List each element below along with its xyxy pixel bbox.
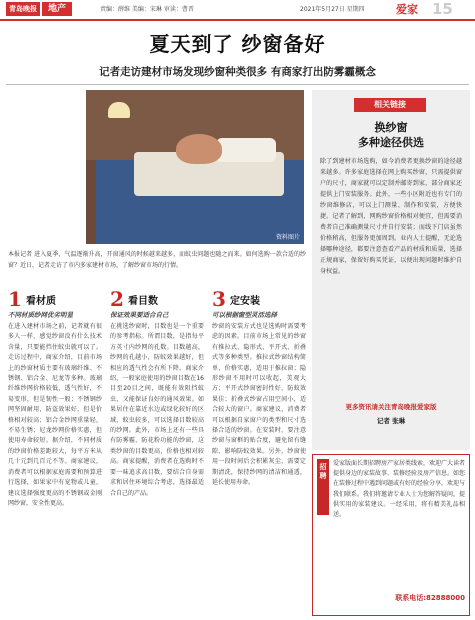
- photo-lamp: [108, 102, 130, 118]
- headline-divider: [6, 84, 469, 85]
- recruitment-text: 爱家版面长期招聘房产家居类线索，欢迎广大读者提供身边的家装故事、装修经验及房产信息。如您在装修过程中遇到问题或有好的经验分享，欢迎与我们联系。我们将邀请专业人士为您解答疑问，提供实用的家装建议。一经采用，将有精美礼品相送。: [333, 460, 465, 519]
- subheadline: 记者走访建材市场发现纱窗种类很多 有商家打出防雾霾概念: [99, 66, 376, 78]
- section-label: 地产: [42, 2, 72, 16]
- section-subtitle: 可以根据窗型灵活选择: [212, 311, 277, 319]
- issue-date: 2021年5月27日 星期四: [300, 6, 365, 13]
- recruitment-box: [312, 454, 470, 616]
- photo-pillow: [216, 138, 276, 162]
- sidebar-body: 除了到建材市场选购，如今消费者更换纱窗的途径越来越多。许多家庭选择在网上购买纱窗，只需提供窗户的尺寸，商家就可以定制并邮寄到家，部分商家还提供上门安装服务。此外，一些小区附近也有专门的纱窗维修店，可以上门测量、制作和安装，方便快捷。记者了解到，网购纱窗价格相对便宜，但需要消费者自己准确测量尺寸并自行安装；而线下门店虽然价格稍高，但服务更加周到。业内人士提醒，无论选择哪种途径，都要注意查看产品的材质和质量，选择正规商家，保留好购买凭证，以便出现问题时维护自身权益。: [320, 158, 462, 275]
- sidebar-link[interactable]: 更多资讯请关注青岛晚报爱家版: [345, 403, 437, 411]
- page-number: 15: [432, 0, 453, 18]
- photo-caption: 资料图片: [275, 234, 300, 241]
- section-body: 在挑选纱窗时，目数也是一个重要的参考指标。所谓目数，是指每平方英寸内纱网的孔数。目数越高，纱网的孔越小，防蚊效果越好，但相应的透气性会有所下降。商家介绍，一般家庭使用的纱窗目数在16目至20目之间，既能有效阻挡蚊虫，又能保证良好的通风效果。如果居住在靠近水边或绿化较好的区域，蚊虫较多，可以选择目数较高的纱网。此外，市场上还有一些具有防雾霾、防花粉功能的纱窗，这类纱窗的目数更高，价格也相对较高。商家提醒，消费者在选购时不要一味追求高目数，要结合自身需求和居住环境综合考虑，选择最适合自己的产品。: [110, 323, 204, 497]
- section-title: 定安装: [230, 296, 260, 307]
- article-intro: 本报记者 进入夏季，气温逐渐升高，开窗通风的时候越来越多，而蚊虫问题也随之而来。如何选购一款合适的纱窗？近日，记者走访了市内多家建材市场，了解纱窗市场的行情。: [8, 251, 306, 269]
- contact-phone[interactable]: 联系电话:82888000: [395, 594, 465, 602]
- sidebar-title: [312, 120, 470, 150]
- photo-person: [176, 134, 222, 164]
- editor-credits: 责编：薛维 美编：宋琳 审读：曹晋: [100, 6, 194, 13]
- section-body: 纱窗的安装方式也是选购时需要考虑的因素。目前市场上常见的纱窗有推拉式、隐形式、平开式、折叠式等多种类型。推拉式纱窗结构简单，价格实惠，适用于推拉窗；隐形纱窗不用时可以收起，美观大方；平开式纱窗密封性好，防蚊效果佳；折叠式纱窗占用空间小，适合较大的窗户。商家建议，消费者可以根据自家窗户的类型和尺寸选择合适的纱窗。在安装时，要注意纱窗与窗框的贴合度，避免留有缝隙，影响防蚊效果。另外，纱窗使用一段时间后会积累灰尘，需要定期清洗，保持纱网的清洁和通透，延长使用寿命。: [212, 323, 306, 487]
- masthead: [0, 0, 475, 20]
- newspaper-logo: 青岛晚报: [6, 2, 40, 16]
- sidebar-title-line2: 多种途径供选: [358, 136, 424, 149]
- section-heading: [110, 288, 204, 318]
- article-column-1: [8, 288, 102, 618]
- section-body: 在进入建材市场之前，记者就有很多人一样，感觉纱窗没有什么技术含量，只要能挡住蚊虫就可以了。走访过程中，商家介绍，目前市场上的纱窗材质主要有玻璃纤维、不锈钢、铝合金、尼龙等多种。玻璃纤维纱网价格较低，透气性好，不易变形，但是韧性一般；不锈钢纱网坚固耐用，防盗效果好，但是价格相对较高；铝合金纱网重量轻，不易生锈；尼龙纱网价格实惠，但使用寿命较短。据介绍，不同材质的纱窗价格差距较大，每平方米从几十元到几百元不等。商家建议，消费者可以根据家庭需要和预算进行选择，如果家中有宠物或儿童，建议选择强度更高的不锈钢或金刚网纱窗，安全性更高。: [8, 323, 102, 507]
- headline: 夏天到了 纱窗备好: [149, 32, 326, 56]
- related-links-sidebar: [312, 90, 470, 450]
- section-number: 1: [8, 288, 22, 311]
- sidebar-title-line1: 换纱窗: [374, 121, 408, 134]
- section-number: 2: [110, 288, 124, 311]
- section-subtitle: 保证效果要适合自己: [110, 311, 169, 319]
- masthead-divider: [0, 19, 475, 21]
- section-title: 看材质: [26, 296, 56, 307]
- recruitment-label: 招聘: [317, 459, 329, 515]
- article-column-2: [110, 288, 204, 618]
- section-number: 3: [212, 288, 226, 311]
- section-heading: [212, 288, 306, 318]
- sidebar-author: 记者 张琳: [376, 417, 406, 425]
- sidebar-tag: 相关链接: [354, 98, 426, 112]
- article-column-3: [212, 288, 306, 618]
- article-photo: [86, 90, 304, 244]
- column-brand: 爱家: [396, 3, 418, 16]
- section-heading: [8, 288, 102, 318]
- section-title: 看目数: [128, 296, 158, 307]
- section-subtitle: 不同材质纱网优劣明显: [8, 311, 73, 319]
